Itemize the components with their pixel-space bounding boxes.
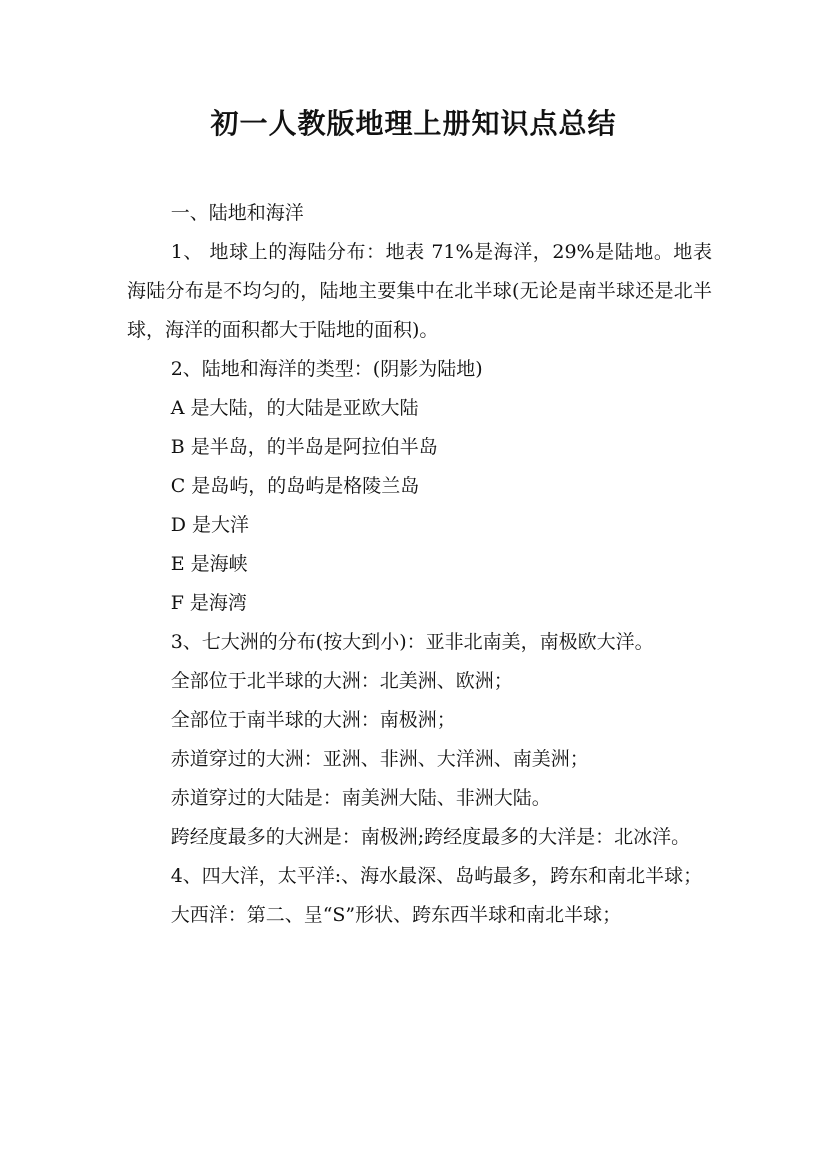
paragraph: 全部位于南半球的大洲：南极洲； xyxy=(170,709,456,731)
paragraph: 2、陆地和海洋的类型：(阴影为陆地) xyxy=(170,358,483,380)
paragraph: A 是大陆，的大陆是亚欧大陆 xyxy=(170,397,419,419)
document-body xyxy=(127,194,712,935)
paragraph: 1、 地球上的海陆分布：地表 71%是海洋，29%是陆地。地表海陆分布是不均匀的，陆地主要集中在北半球(无论是南半球还是北半球，海洋的面积都大于陆地的面积)。 xyxy=(127,241,712,341)
paragraph: E 是海峡 xyxy=(170,553,248,575)
paragraph: 赤道穿过的大陆是：南美洲大陆、非洲大陆。 xyxy=(170,787,551,809)
paragraph: 4、四大洋，太平洋:、海水最深、岛屿最多，跨东和南北半球； xyxy=(170,865,703,887)
paragraph: D 是大洋 xyxy=(170,514,249,536)
paragraph: 赤道穿过的大洲：亚洲、非洲、大洋洲、南美洲； xyxy=(170,748,589,770)
document-title: 初一人教版地理上册知识点总结 xyxy=(210,107,617,140)
paragraph: 大西洋：第二、呈“S”形状、跨东西半球和南北半球； xyxy=(170,904,622,926)
paragraph: 3、七大洲的分布(按大到小)：亚非北南美，南极欧大洋。 xyxy=(170,631,654,653)
section-heading: 一、陆地和海洋 xyxy=(170,202,304,224)
paragraph: B 是半岛，的半岛是阿拉伯半岛 xyxy=(170,436,438,458)
paragraph: 跨经度最多的大洲是：南极洲;跨经度最多的大洋是：北冰洋。 xyxy=(170,826,691,848)
paragraph: F 是海湾 xyxy=(170,592,247,614)
paragraph: 全部位于北半球的大洲：北美洲、欧洲； xyxy=(170,670,513,692)
paragraph: C 是岛屿，的岛屿是格陵兰岛 xyxy=(170,475,420,497)
